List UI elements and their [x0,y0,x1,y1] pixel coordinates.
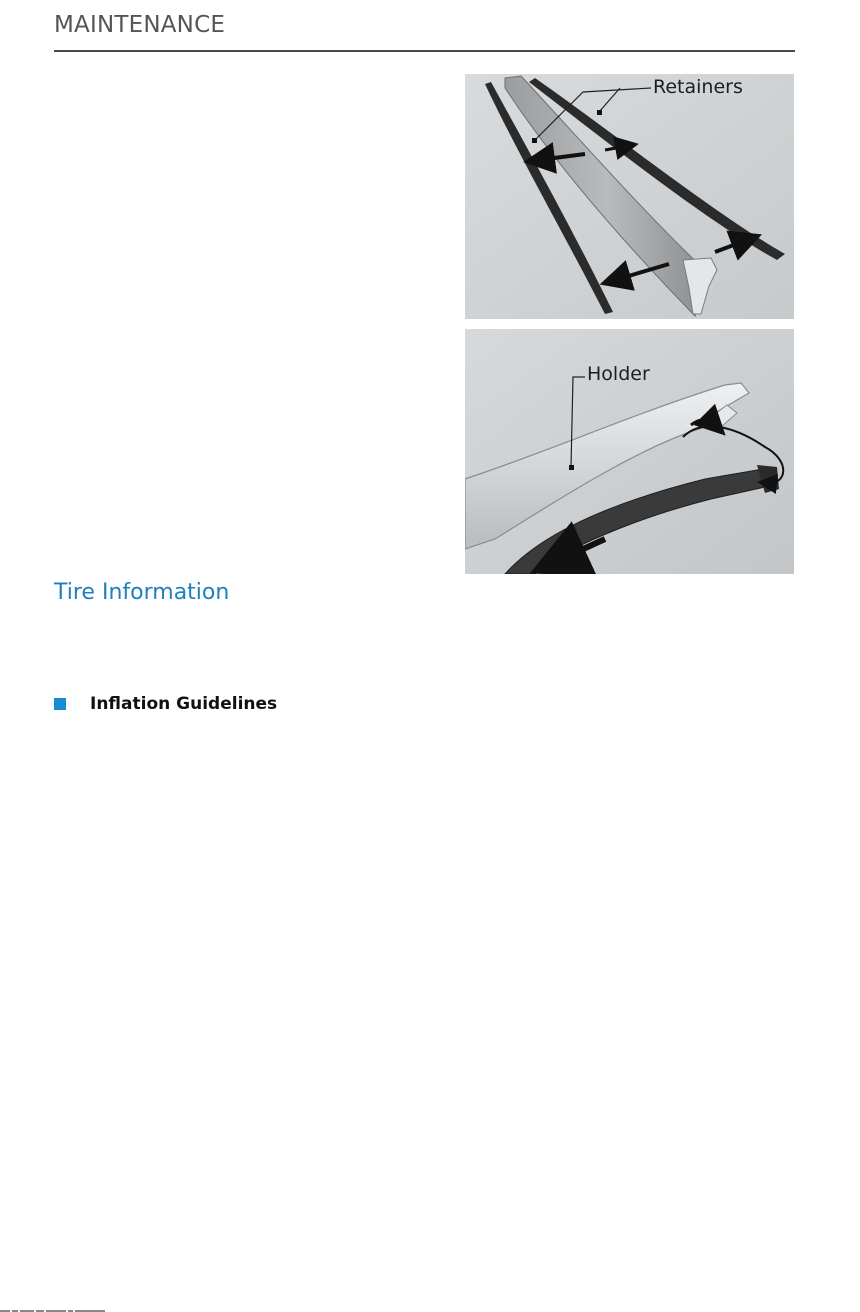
subsection-title: Inflation Guidelines [90,694,278,714]
section-title-tire-information: Tire Information [54,580,230,605]
square-bullet-icon [54,698,66,710]
footer-registration-marks [0,1306,105,1312]
holder-callout: Holder [587,363,650,385]
figure-wiper-retainers [465,74,794,319]
header-rule [54,50,795,52]
retainers-callout: Retainers [653,76,743,98]
figure-wiper-holder [465,329,794,574]
subsection-inflation-guidelines [54,694,277,714]
wiper-retainers-illustration [465,74,794,319]
page-header-title: MAINTENANCE [54,12,226,38]
